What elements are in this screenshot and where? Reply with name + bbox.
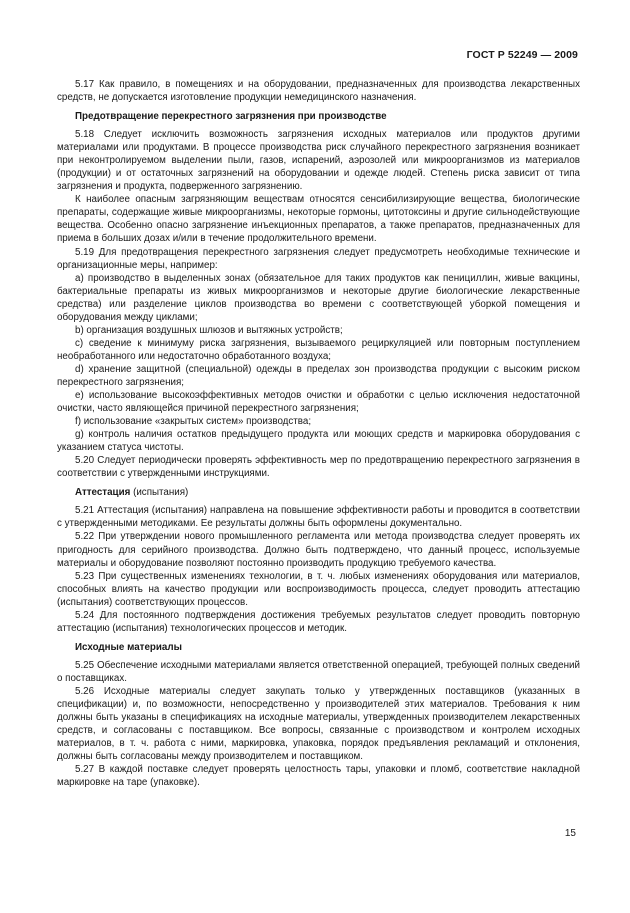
paragraph-5-17: 5.17 Как правило, в помещениях и на оборудовании, предназначенных для производства лекарственных средств, не допускается изготовление продукции немедицинского назначения. xyxy=(57,79,580,104)
list-item-e: e) использование высокоэффективных методов очистки и обработки с целью исключения недостаточной очистки, часто являющейся причиной перекрестного загрязнения; xyxy=(57,390,580,415)
paragraph-5-19: 5.19 Для предотвращения перекрестного загрязнения следует предусмотреть необходимые технические и организационные меры, например: xyxy=(57,246,580,271)
page-number: 15 xyxy=(564,828,576,839)
attestation-heading-paren: (испытания) xyxy=(133,487,189,499)
list-item-b: b) организация воздушных шлюзов и вытяжных устройств; xyxy=(75,324,343,336)
paragraph-5-26: 5.26 Исходные материалы следует закупать только у утвержденных поставщиков (указанных в спецификации) и, по возможности, непосредственно у производителей этих материалов. Требования к ним должны быть указаны в спецификациях на исходные материалы, утвержденных производителем лекарственных средств, и согласованы с поставщиком. Все вопросы, связанные с производством и контролем исходных материалов, в т. ч. работа с ними, маркировка, упаковка, порядок предъявления рекламаций и отклонения, должны быть согласованы между производителем и поставщиком. xyxy=(57,685,580,763)
paragraph-5-18: 5.18 Следует исключить возможность загрязнения исходных материалов или продуктов другими материалами или продуктами. В процессе производства риск случайного перекрестного загрязнения возникает при неконтролируемом выделении пыли, газов, испарений, аэрозолей или микроорганизмов из материалов (продукции) и от остаточных загрязнений на оборудовании и одежде людей. Степень риска зависит от типа загрязнения и продукта, подверженного загрязнению. xyxy=(57,129,580,193)
paragraph-5-25: 5.25 Обеспечение исходными материалами является ответственной операцией, требующей полных сведений о поставщиках. xyxy=(57,659,580,684)
list-item-a: а) производство в выделенных зонах (обязательное для таких продуктов как пенициллин, живые вакцины, бактериальные препараты из живых микроорганизмов и некоторые другие биологические лекарственные средства) или разделение циклов производства во времени с соответствующей уборкой помещения и оборудования между циклами; xyxy=(57,272,580,323)
paragraph-5-20: 5.20 Следует периодически проверять эффективность мер по предотвращению перекрестного загрязнения в соответствии с утвержденными инструкциями. xyxy=(57,455,580,480)
paragraph-5-27: 5.27 В каждой поставке следует проверять целостность тары, упаковки и пломб, соответствие накладной маркировке на таре (упаковке). xyxy=(57,764,580,789)
paragraph-5-21: 5.21 Аттестация (испытания) направлена на повышение эффективности работы и проводится в соответствии с утвержденными методиками. Ее результаты должны быть оформлены документально. xyxy=(57,505,580,530)
paragraph-5-24: 5.24 Для постоянного подтверждения достижения требуемых результатов следует проводить повторную аттестацию (испытания) технологических процессов и методик. xyxy=(57,609,580,634)
page-body xyxy=(57,78,580,789)
list-item-d: d) хранение защитной (специальной) одежды в пределах зон производства продукции с высоким риском перекрестного загрязнения; xyxy=(57,363,580,388)
section-heading-raw-materials: Исходные материалы xyxy=(75,641,182,653)
paragraph-5-18-continued: К наиболее опасным загрязняющим веществам относятся сенсибилизирующие вещества, биологические препараты, содержащие живые микроорганизмы, некоторые гормоны, цитотоксины и другие сильнодействующие вещества. Особенно опасно загрязнение инъекционных препаратов, а также препаратов, предназначенных для приема в больших дозах и/или в течение продолжительного времени. xyxy=(57,194,580,245)
list-item-c: c) сведение к минимуму риска загрязнения, вызываемого рециркуляцией или повторным поступлением необработанного или недостаточно обработанного воздуха; xyxy=(57,337,580,362)
section-heading-attestation xyxy=(57,486,580,499)
document-code: ГОСТ Р 52249 — 2009 xyxy=(466,49,578,61)
paragraph-5-22: 5.22 При утверждении нового промышленного регламента или метода производства следует проверять их пригодность для серийного производства. Должно быть подтверждено, что данный процесс, используемые материалы и оборудование позволяют постоянно производить продукцию требуемого качества. xyxy=(57,531,580,569)
list-item-g: g) контроль наличия остатков предыдущего продукта или моющих средств и маркировка оборудования с указанием статуса чистоты. xyxy=(57,429,580,454)
paragraph-5-23: 5.23 При существенных изменениях технологии, в т. ч. любых изменениях оборудования или материалов, способных влиять на качество продукции или воспроизводимость процесса, следует проводить аттестацию (испытания) соответствующих процессов. xyxy=(57,570,580,608)
list-item-f: f) использование «закрытых систем» производства; xyxy=(75,416,312,428)
section-heading-cross-contamination: Предотвращение перекрестного загрязнения при производстве xyxy=(75,111,387,123)
attestation-heading-bold: Аттестация xyxy=(75,487,131,499)
